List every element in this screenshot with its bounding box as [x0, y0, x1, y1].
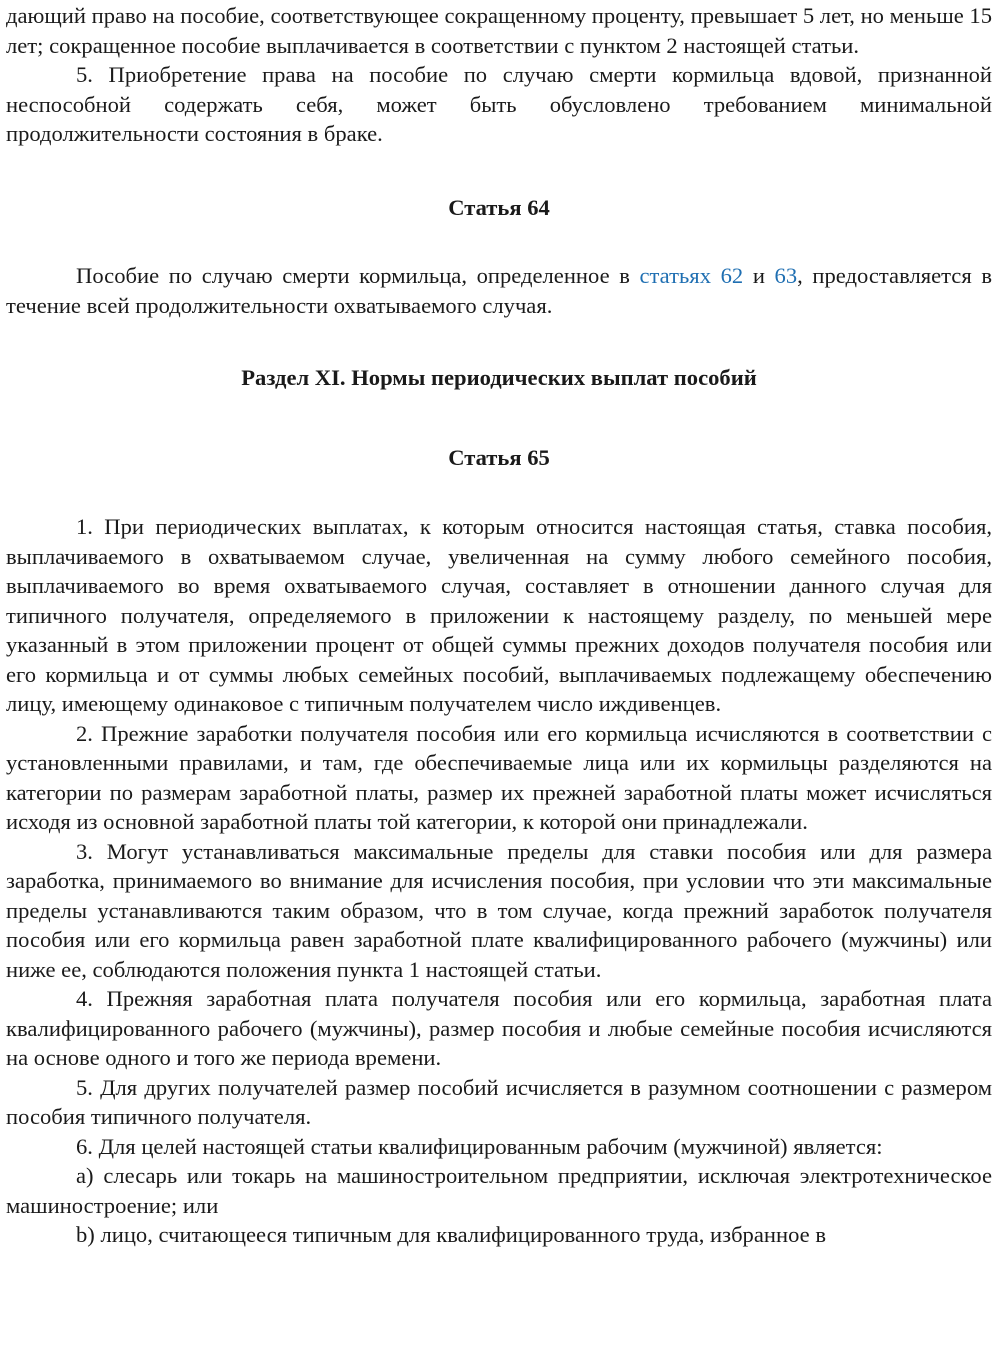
paragraph-continuation: дающий право на пособие, соответствующее сокращенному проценту, превышает 5 лет, но меньше 15 лет; сокращенное пособие выплачивается в соответствии с пунктом 2 настоящей статьи. — [6, 3, 992, 58]
article-64-text — [6, 261, 992, 320]
article-65-item-b: b) лицо, считающееся типичным для квалифицированного труда, избранное в — [76, 1222, 826, 1247]
section-11-heading: Раздел XI. Нормы периодических выплат пособий — [241, 365, 757, 390]
article-65-paragraph-3: 3. Могут устанавливаться максимальные пределы для ставки пособия или для размера заработка, принимаемого во внимание для исчисления пособия, при условии что эти максимальные пределы устанавливаются таким образом, что в том случае, когда прежний заработок получателя пособия или его кормильца равен заработной плате квалифицированного рабочего (мужчины) или ниже ее, соблюдаются положения пункта 1 настоящей статьи. — [6, 838, 992, 982]
document-page — [6, 0, 992, 1250]
link-article-63[interactable]: 63 — [774, 263, 798, 288]
article-65-paragraph-6: 6. Для целей настоящей статьи квалифицированным рабочим (мужчиной) является: — [76, 1133, 883, 1159]
article-64-text-before: Пособие по случаю смерти кормильца, определенное в — [76, 263, 640, 288]
article-65-paragraph-2: 2. Прежние заработки получателя пособия или его кормильца исчисляются в соответствии с установленными правилами, и там, где обеспечиваемые лица или их кормильцы разделяются на категории по размерам заработной платы, размер их прежней заработной платы может исчисляться исходя из основной заработной платы той категории, к которой они принадлежали. — [6, 720, 992, 834]
article-65-body — [6, 512, 992, 1250]
link-article-62[interactable]: 62 — [720, 263, 744, 288]
article-64-heading: Статья 64 — [448, 194, 550, 220]
article-65-heading: Статья 65 — [448, 444, 550, 470]
link-articles[interactable]: статьях — [639, 263, 711, 288]
article-64-text-and: и — [743, 263, 775, 288]
article-64-text-after: , предоставляется в течение всей продолжительности охватываемого случая. — [6, 263, 992, 318]
article-65-paragraph-5: 5. Для других получателей размер пособий исчисляется в разумном соотношении с размером пособия типичного получателя. — [6, 1074, 992, 1129]
article-65-paragraph-4: 4. Прежняя заработная плата получателя пособия или его кормильца, заработная плата квалифицированного рабочего (мужчины), размер пособия и любые семейные пособия исчисляются на основе одного и того же периода времени. — [6, 986, 992, 1070]
article-65-paragraph-1: 1. При периодических выплатах, к которым относится настоящая статья, ставка пособия, выплачиваемого в охватываемом случае, увеличенная на сумму любого семейного пособия, выплачиваемого во время охватываемого случая, составляет в отношении данного случая для типичного получателя, определяемого в приложении к настоящему разделу, по меньшей мере указанный в этом приложении процент от общей суммы прежних доходов получателя пособия или его кормильца и от суммы любых семейных пособий, выплачиваемых подлежащему обеспечению лицу, имеющему одинаковое с типичным получателем число иждивенцев. — [6, 514, 992, 716]
paragraph-5: 5. Приобретение права на пособие по случаю смерти кормильца вдовой, признанной неспособной содержать себя, может быть обусловлено требованием минимальной продолжительности состояния в браке. — [6, 62, 992, 146]
article-65-item-a: a) слесарь или токарь на машиностроительном предприятии, исключая электротехническое машиностроение; или — [6, 1163, 992, 1218]
